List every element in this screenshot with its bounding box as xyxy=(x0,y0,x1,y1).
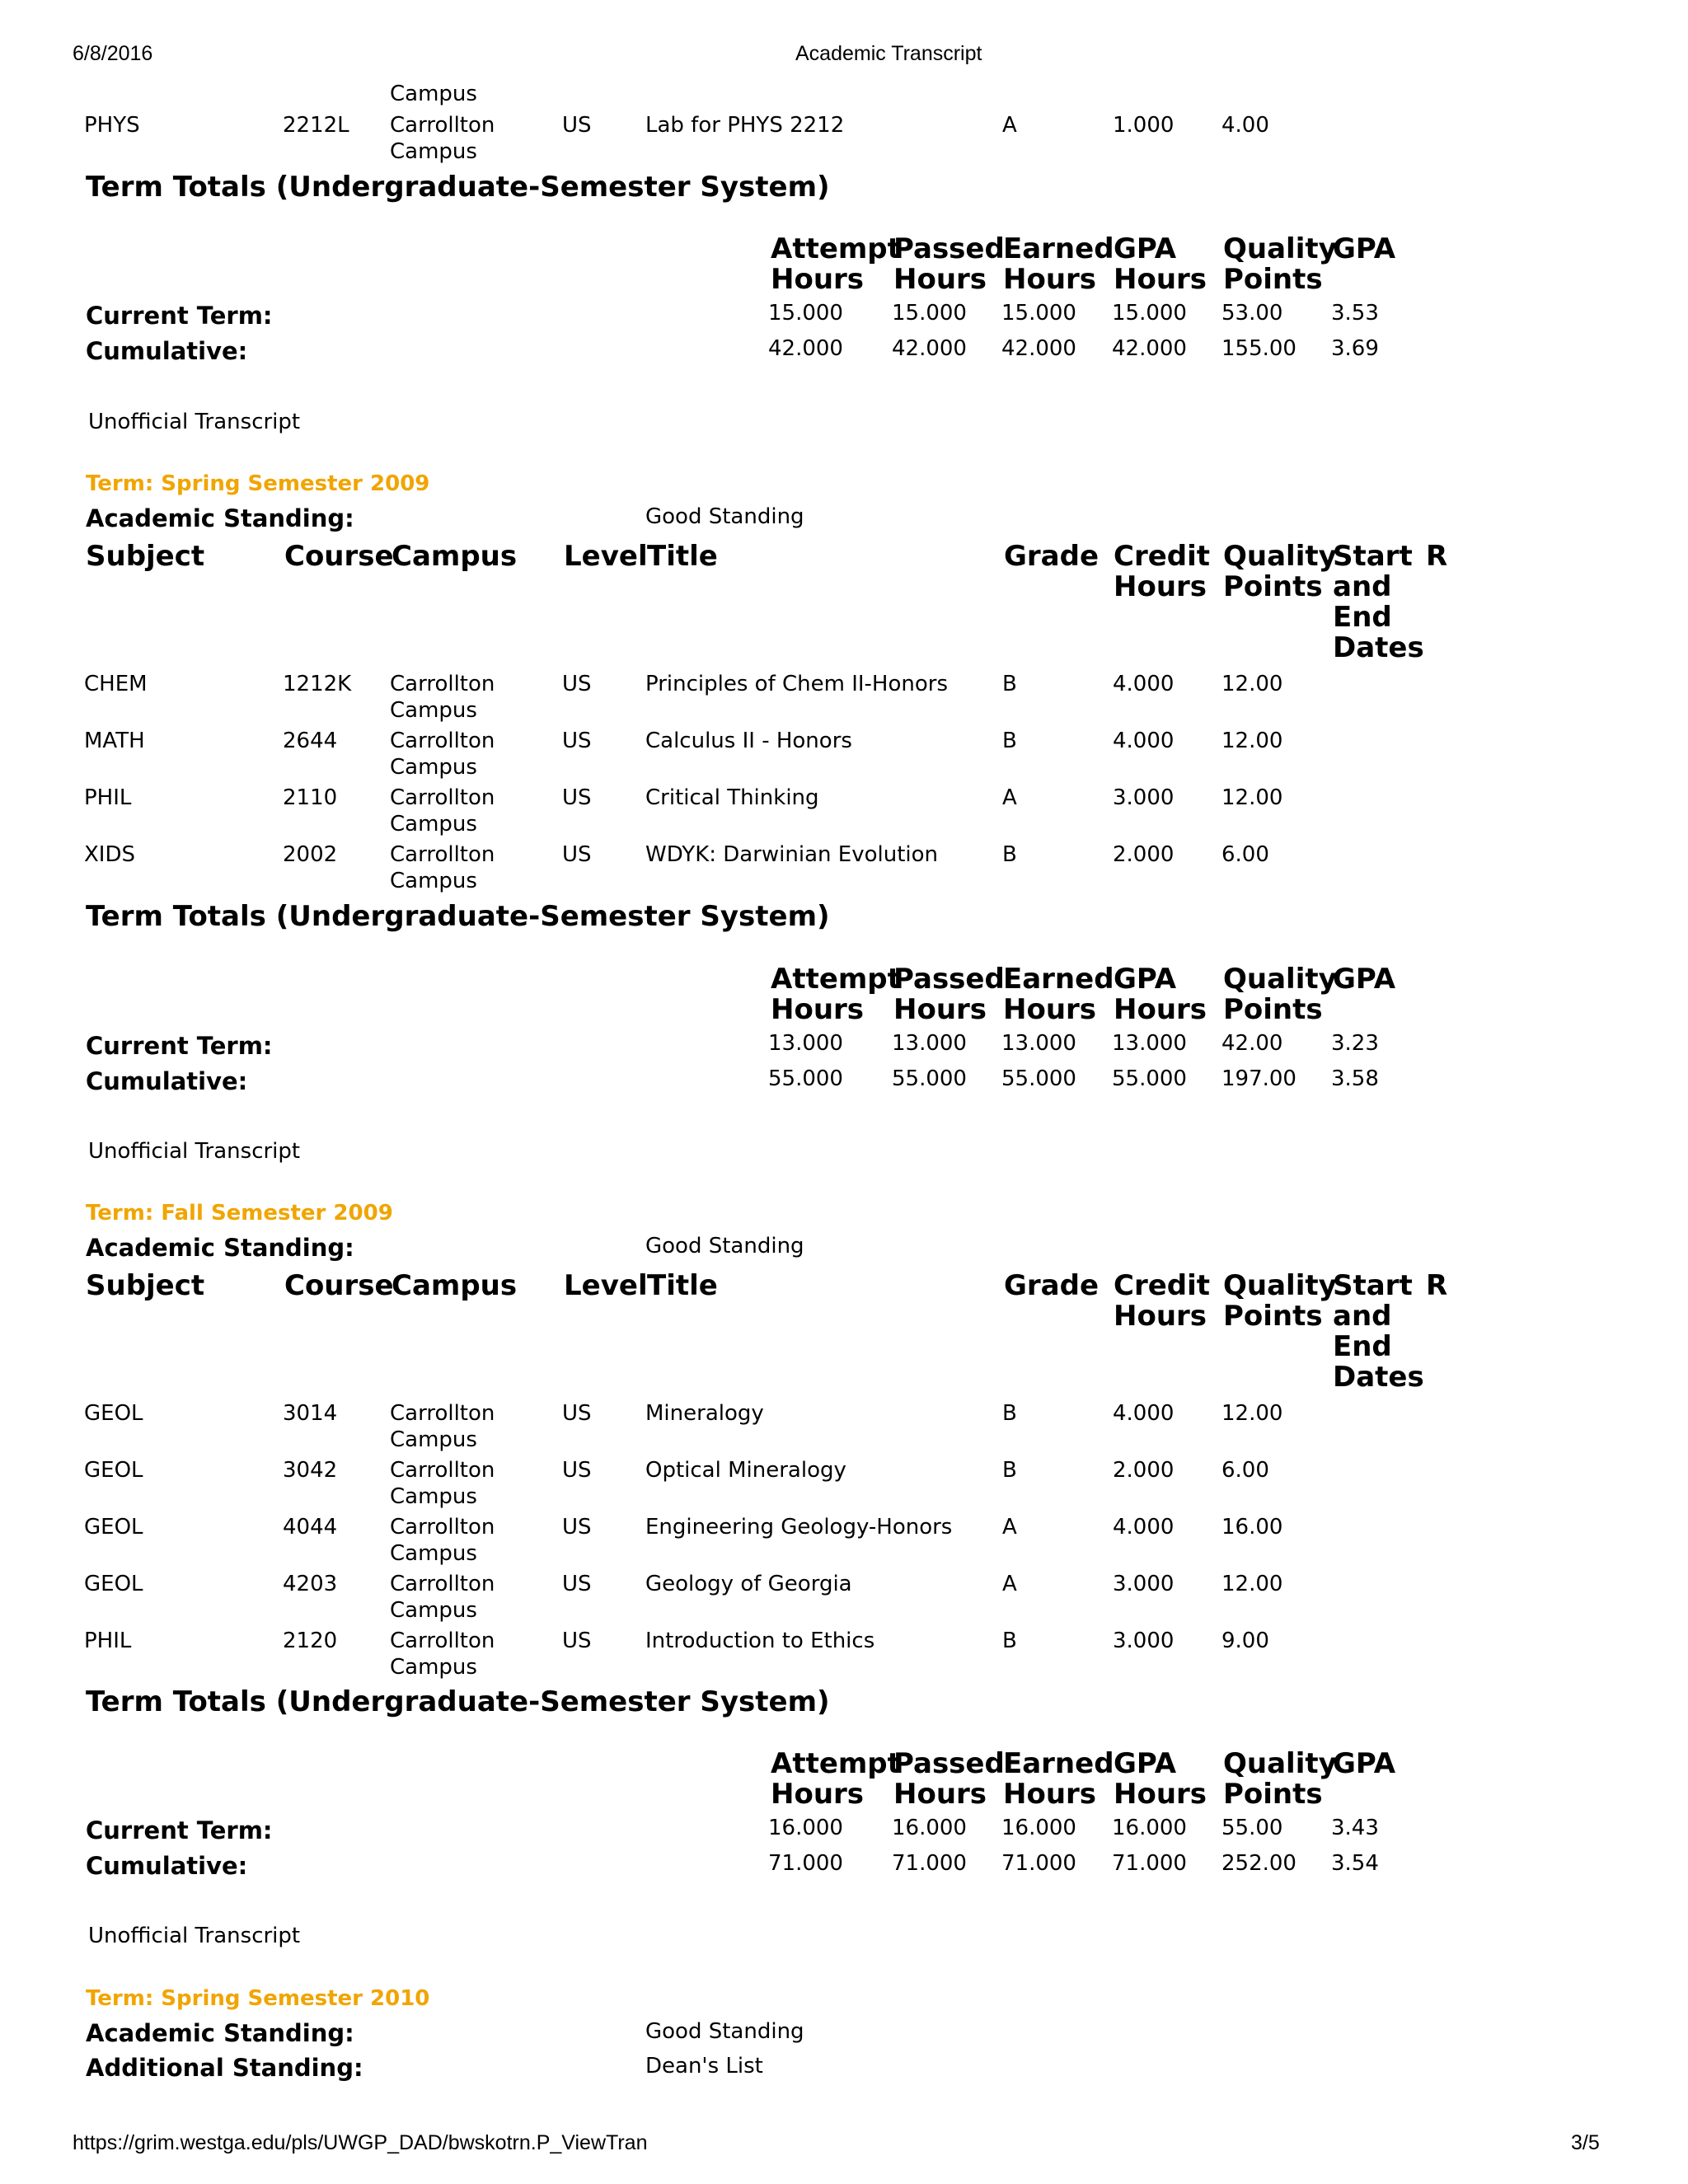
current-gpa-hours: 13.000 xyxy=(1112,1031,1187,1056)
course-level: US xyxy=(562,113,592,138)
course-grade: B xyxy=(1002,672,1017,696)
term-totals-heading: Term Totals (Undergraduate-Semester System) xyxy=(86,171,830,204)
totals-header-attempt: Attempt Hours xyxy=(771,963,901,1026)
course-title: Principles of Chem II-Honors xyxy=(645,672,949,696)
course-subject: MATH xyxy=(84,729,145,753)
col-header-credit-hours: Credit Hours xyxy=(1114,1269,1211,1333)
totals-header-gpa: GPA xyxy=(1333,963,1396,996)
current-passed: 15.000 xyxy=(892,301,967,326)
totals-header-gpa-hours: GPA Hours xyxy=(1114,232,1207,296)
course-campus-line1: Carrollton xyxy=(390,842,495,867)
course-quality-points: 12.00 xyxy=(1221,1572,1283,1596)
col-header-credit-hours: Credit Hours xyxy=(1114,540,1211,603)
cumulative-gpa-hours: 42.000 xyxy=(1112,336,1187,361)
current-attempt: 15.000 xyxy=(768,301,843,326)
course-grade: B xyxy=(1002,1401,1017,1426)
cumulative-passed: 71.000 xyxy=(892,1851,967,1876)
course-number: 3042 xyxy=(283,1458,338,1483)
col-header-quality-points: Quality Points xyxy=(1223,1269,1337,1333)
course-subject: GEOL xyxy=(84,1572,143,1596)
current-quality: 53.00 xyxy=(1221,301,1283,326)
course-title: Calculus II - Honors xyxy=(645,729,852,753)
current-earned: 15.000 xyxy=(1001,301,1076,326)
course-level: US xyxy=(562,842,592,867)
course-quality-points: 12.00 xyxy=(1221,729,1283,753)
course-title: Geology of Georgia xyxy=(645,1572,852,1596)
totals-header-passed: Passed Hours xyxy=(893,1747,1005,1811)
current-passed: 16.000 xyxy=(892,1816,967,1840)
course-quality-points: 12.00 xyxy=(1221,785,1283,810)
current-gpa-hours: 16.000 xyxy=(1112,1816,1187,1840)
course-subject: PHYS xyxy=(84,113,140,138)
totals-header-quality: Quality Points xyxy=(1223,963,1337,1026)
course-number: 2110 xyxy=(283,785,338,810)
course-campus-line1: Carrollton xyxy=(390,729,495,753)
totals-header-passed: Passed Hours xyxy=(893,963,1005,1026)
current-earned: 13.000 xyxy=(1001,1031,1076,1056)
course-grade: B xyxy=(1002,842,1017,867)
course-grade: A xyxy=(1002,113,1017,138)
current-passed: 13.000 xyxy=(892,1031,967,1056)
col-header-level: Level xyxy=(564,540,648,573)
current-gpa: 3.53 xyxy=(1331,301,1379,326)
current-gpa: 3.43 xyxy=(1331,1816,1379,1840)
course-campus-line2: Campus xyxy=(390,1427,477,1452)
col-header-quality-points: Quality Points xyxy=(1223,540,1337,603)
course-number: 2644 xyxy=(283,729,338,753)
totals-header-earned: Earned Hours xyxy=(1003,232,1114,296)
current-earned: 16.000 xyxy=(1001,1816,1076,1840)
col-header-campus: Campus xyxy=(392,1269,518,1302)
cumulative-label: Cumulative: xyxy=(86,1852,248,1880)
course-subject: PHIL xyxy=(84,1629,132,1653)
current-quality: 55.00 xyxy=(1221,1816,1283,1840)
course-campus-line1: Carrollton xyxy=(390,113,495,138)
print-url: https://grim.westga.edu/pls/UWGP_DAD/bwskotrn.P_ViewTran xyxy=(73,2131,648,2154)
course-credit-hours: 2.000 xyxy=(1113,1458,1175,1483)
carryover-campus-top: Campus xyxy=(390,82,477,106)
academic-standing-label: Academic Standing: xyxy=(86,2019,354,2047)
academic-standing-label: Academic Standing: xyxy=(86,504,354,532)
col-header-title: Title xyxy=(647,540,718,573)
course-level: US xyxy=(562,1458,592,1483)
course-title: Lab for PHYS 2212 xyxy=(645,113,845,138)
course-quality-points: 12.00 xyxy=(1221,672,1283,696)
print-page-number: 3/5 xyxy=(1571,2131,1600,2154)
additional-standing-label: Additional Standing: xyxy=(86,2054,363,2082)
course-title: WDYK: Darwinian Evolution xyxy=(645,842,938,867)
cumulative-attempt: 55.000 xyxy=(768,1066,843,1091)
course-credit-hours: 4.000 xyxy=(1113,1515,1175,1540)
course-grade: A xyxy=(1002,785,1017,810)
course-number: 3014 xyxy=(283,1401,338,1426)
print-date: 6/8/2016 xyxy=(73,42,153,65)
course-title: Critical Thinking xyxy=(645,785,819,810)
totals-header-gpa: GPA xyxy=(1333,1747,1396,1780)
cumulative-label: Cumulative: xyxy=(86,1067,248,1095)
cumulative-attempt: 42.000 xyxy=(768,336,843,361)
cumulative-quality: 197.00 xyxy=(1221,1066,1296,1091)
term-heading: Term: Fall Semester 2009 xyxy=(86,1201,393,1226)
course-level: US xyxy=(562,672,592,696)
current-gpa: 3.23 xyxy=(1331,1031,1379,1056)
course-quality-points: 12.00 xyxy=(1221,1401,1283,1426)
totals-header-gpa: GPA xyxy=(1333,232,1396,265)
totals-header-quality: Quality Points xyxy=(1223,1747,1337,1811)
current-attempt: 16.000 xyxy=(768,1816,843,1840)
current-term-label: Current Term: xyxy=(86,1816,273,1844)
totals-header-gpa-hours: GPA Hours xyxy=(1114,963,1207,1026)
course-credit-hours: 4.000 xyxy=(1113,729,1175,753)
col-header-start-end-dates: Start and End Dates xyxy=(1333,1269,1424,1394)
cumulative-passed: 42.000 xyxy=(892,336,967,361)
course-quality-points: 4.00 xyxy=(1221,113,1269,138)
cumulative-attempt: 71.000 xyxy=(768,1851,843,1876)
course-campus-line2: Campus xyxy=(390,1484,477,1509)
col-header-subject: Subject xyxy=(86,1269,205,1302)
course-campus-line2: Campus xyxy=(390,869,477,893)
term-totals-heading: Term Totals (Undergraduate-Semester System) xyxy=(86,900,830,933)
course-campus-line1: Carrollton xyxy=(390,672,495,696)
course-number: 4203 xyxy=(283,1572,338,1596)
course-grade: B xyxy=(1002,1458,1017,1483)
course-credit-hours: 3.000 xyxy=(1113,1572,1175,1596)
current-term-label: Current Term: xyxy=(86,302,273,330)
course-campus-line2: Campus xyxy=(390,812,477,837)
course-subject: GEOL xyxy=(84,1458,143,1483)
course-title: Introduction to Ethics xyxy=(645,1629,875,1653)
course-campus-line2: Campus xyxy=(390,1655,477,1680)
term-heading: Term: Spring Semester 2010 xyxy=(86,1986,430,2011)
additional-standing-value: Dean's List xyxy=(645,2054,763,2079)
cumulative-gpa-hours: 55.000 xyxy=(1112,1066,1187,1091)
cumulative-quality: 252.00 xyxy=(1221,1851,1296,1876)
col-header-campus: Campus xyxy=(392,540,518,573)
cumulative-gpa: 3.69 xyxy=(1331,336,1379,361)
course-number: 1212K xyxy=(283,672,352,696)
course-subject: CHEM xyxy=(84,672,148,696)
course-campus-line1: Carrollton xyxy=(390,1629,495,1653)
course-title: Optical Mineralogy xyxy=(645,1458,846,1483)
col-header-course: Course xyxy=(284,1269,394,1302)
unofficial-transcript-label: Unofficial Transcript xyxy=(88,1924,301,1948)
course-campus-line1: Carrollton xyxy=(390,1458,495,1483)
course-level: US xyxy=(562,1401,592,1426)
course-campus-line1: Carrollton xyxy=(390,1515,495,1540)
academic-standing-value: Good Standing xyxy=(645,2019,804,2044)
course-level: US xyxy=(562,1629,592,1653)
col-header-start-end-dates: Start and End Dates xyxy=(1333,540,1424,664)
course-campus-line2: Campus xyxy=(390,698,477,723)
course-credit-hours: 3.000 xyxy=(1113,1629,1175,1653)
totals-header-gpa-hours: GPA Hours xyxy=(1114,1747,1207,1811)
course-number: 2002 xyxy=(283,842,338,867)
cumulative-earned: 42.000 xyxy=(1001,336,1076,361)
cumulative-gpa: 3.54 xyxy=(1331,1851,1379,1876)
course-title: Engineering Geology-Honors xyxy=(645,1515,953,1540)
course-campus-line2: Campus xyxy=(390,1598,477,1623)
current-term-label: Current Term: xyxy=(86,1032,273,1060)
course-subject: PHIL xyxy=(84,785,132,810)
course-level: US xyxy=(562,1572,592,1596)
totals-header-passed: Passed Hours xyxy=(893,232,1005,296)
unofficial-transcript-label: Unofficial Transcript xyxy=(88,1139,301,1164)
course-quality-points: 16.00 xyxy=(1221,1515,1283,1540)
current-gpa-hours: 15.000 xyxy=(1112,301,1187,326)
totals-header-earned: Earned Hours xyxy=(1003,963,1114,1026)
course-campus-line2: Campus xyxy=(390,1541,477,1566)
academic-standing-value: Good Standing xyxy=(645,504,804,529)
col-header-r: R xyxy=(1426,1269,1448,1302)
course-subject: XIDS xyxy=(84,842,136,867)
col-header-subject: Subject xyxy=(86,540,205,573)
course-credit-hours: 4.000 xyxy=(1113,1401,1175,1426)
course-level: US xyxy=(562,1515,592,1540)
course-title: Mineralogy xyxy=(645,1401,764,1426)
course-campus-line2: Campus xyxy=(390,755,477,780)
academic-standing-value: Good Standing xyxy=(645,1234,804,1258)
cumulative-quality: 155.00 xyxy=(1221,336,1296,361)
current-attempt: 13.000 xyxy=(768,1031,843,1056)
course-number: 2120 xyxy=(283,1629,338,1653)
course-credit-hours: 2.000 xyxy=(1113,842,1175,867)
col-header-r: R xyxy=(1426,540,1448,573)
totals-header-attempt: Attempt Hours xyxy=(771,1747,901,1811)
course-credit-hours: 4.000 xyxy=(1113,672,1175,696)
academic-standing-label: Academic Standing: xyxy=(86,1234,354,1262)
col-header-title: Title xyxy=(647,1269,718,1302)
course-campus-line1: Carrollton xyxy=(390,1401,495,1426)
col-header-grade: Grade xyxy=(1004,1269,1100,1302)
course-credit-hours: 3.000 xyxy=(1113,785,1175,810)
current-quality: 42.00 xyxy=(1221,1031,1283,1056)
col-header-grade: Grade xyxy=(1004,540,1100,573)
term-heading: Term: Spring Semester 2009 xyxy=(86,471,430,496)
course-number: 2212L xyxy=(283,113,349,138)
course-campus-line1: Carrollton xyxy=(390,1572,495,1596)
col-header-course: Course xyxy=(284,540,394,573)
course-level: US xyxy=(562,785,592,810)
totals-header-earned: Earned Hours xyxy=(1003,1747,1114,1811)
course-grade: B xyxy=(1002,1629,1017,1653)
course-campus-line1: Carrollton xyxy=(390,785,495,810)
course-grade: B xyxy=(1002,729,1017,753)
course-number: 4044 xyxy=(283,1515,338,1540)
print-title: Academic Transcript xyxy=(795,42,982,65)
course-quality-points: 9.00 xyxy=(1221,1629,1269,1653)
term-totals-heading: Term Totals (Undergraduate-Semester System) xyxy=(86,1685,830,1718)
cumulative-gpa: 3.58 xyxy=(1331,1066,1379,1091)
course-campus-line2: Campus xyxy=(390,139,477,164)
totals-header-attempt: Attempt Hours xyxy=(771,232,901,296)
course-level: US xyxy=(562,729,592,753)
cumulative-label: Cumulative: xyxy=(86,337,248,365)
course-subject: GEOL xyxy=(84,1401,143,1426)
col-header-level: Level xyxy=(564,1269,648,1302)
course-grade: A xyxy=(1002,1515,1017,1540)
course-quality-points: 6.00 xyxy=(1221,1458,1269,1483)
course-subject: GEOL xyxy=(84,1515,143,1540)
cumulative-passed: 55.000 xyxy=(892,1066,967,1091)
totals-header-quality: Quality Points xyxy=(1223,232,1337,296)
course-quality-points: 6.00 xyxy=(1221,842,1269,867)
course-grade: A xyxy=(1002,1572,1017,1596)
cumulative-earned: 55.000 xyxy=(1001,1066,1076,1091)
unofficial-transcript-label: Unofficial Transcript xyxy=(88,410,301,434)
course-credit-hours: 1.000 xyxy=(1113,113,1175,138)
cumulative-earned: 71.000 xyxy=(1001,1851,1076,1876)
cumulative-gpa-hours: 71.000 xyxy=(1112,1851,1187,1876)
